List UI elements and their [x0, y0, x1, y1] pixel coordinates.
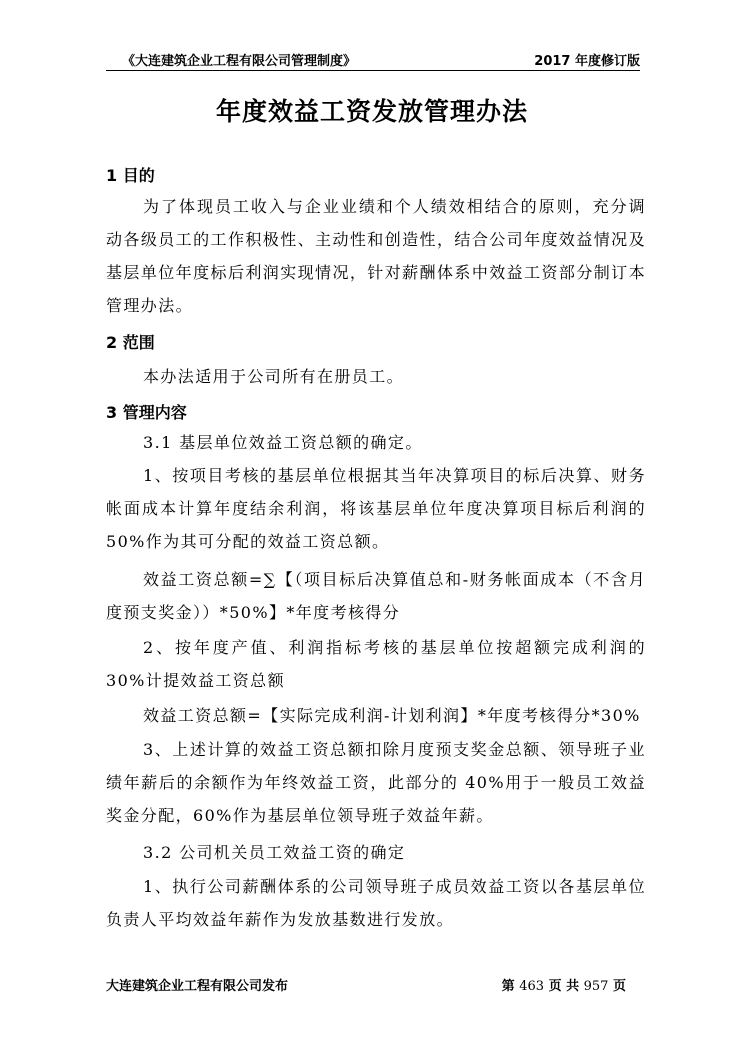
- header-document-series: 《大连建筑企业工程有限公司管理制度》: [122, 54, 357, 69]
- section-heading-purpose: 1 目的: [106, 166, 155, 185]
- paragraph-purpose: 为了体现员工收入与企业业绩和个人绩效相结合的原则，充分调动各级员工的工作积极性、主动性和创造性，结合公司年度效益情况及基层单位年度标后利润实现情况，针对薪酬体系中效益工资部分制订本管理办法。: [106, 197, 646, 315]
- total-pages: 957: [583, 979, 609, 994]
- page-header: [106, 50, 640, 71]
- formula-profit-target: 效益工资总额=【实际完成利润-计划利润】*年度考核得分*30%: [143, 706, 641, 725]
- formula-project-based: 效益工资总额=∑【（项目标后决算值总和-财务帐面成本（不含月度预支奖金））*50%】*年度考核得分: [106, 570, 646, 622]
- paragraph-3-2: 3.2 公司机关员工效益工资的确定: [143, 843, 406, 862]
- header-edition: 2017 年度修订版: [534, 54, 640, 69]
- page-title: 年度效益工资发放管理办法: [215, 97, 528, 126]
- current-page: 463: [519, 979, 545, 994]
- section-heading-scope: 2 范围: [106, 333, 155, 352]
- paragraph-leadership-bonus: 1、执行公司薪酬体系的公司领导班子成员效益工资以各基层单位负责人平均效益年薪作为发放基数进行发放。: [106, 877, 646, 929]
- footer-publisher: 大连建筑企业工程有限公司发布: [106, 979, 289, 994]
- paragraph-project-based-units: 1、按项目考核的基层单位根据其当年决算项目的标后决算、财务帐面成本计算年度结余利润，将该基层单位年度决算项目标后利润的50%作为其可分配的效益工资总额。: [106, 466, 646, 551]
- paragraph-scope: 本办法适用于公司所有在册员工。: [143, 367, 405, 386]
- section-heading-management: 3 管理内容: [106, 403, 187, 422]
- paragraph-3-1: 3.1 基层单位效益工资总额的确定。: [143, 433, 423, 452]
- footer-page-number: 第 463 页 共 957 页: [501, 979, 626, 994]
- paragraph-profit-target-units: 2、按年度产值、利润指标考核的基层单位按超额完成利润的 30%计提效益工资总额: [106, 638, 646, 690]
- paragraph-year-end-allocation: 3、上述计算的效益工资总额扣除月度预支奖金总额、领导班子业绩年薪后的余额作为年终效益工资，此部分的 40%用于一般员工效益奖金分配，60%作为基层单位领导班子效益年薪。: [106, 740, 646, 825]
